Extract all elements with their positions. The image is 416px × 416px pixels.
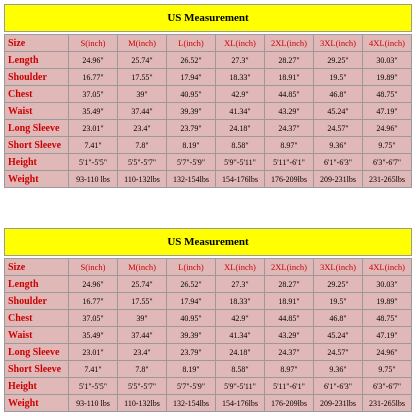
measurement-cell: 39" (118, 86, 167, 103)
measurement-cell: 37.44" (118, 103, 167, 120)
size-chart-table-2 (4, 228, 412, 412)
size-column-header: 3XL(inch) (314, 35, 363, 52)
row-label: Shoulder (5, 293, 69, 310)
measurement-cell: 41.34" (216, 103, 265, 120)
measurement-cell: 5'5"-5'7" (118, 154, 167, 171)
measurement-cell: 24.57" (314, 120, 363, 137)
measurement-cell: 18.33" (216, 69, 265, 86)
size-column-header: M(inch) (118, 259, 167, 276)
row-label: Short Sleeve (5, 137, 69, 154)
measurement-cell: 16.77" (69, 69, 118, 86)
measurement-cell: 6'3"-6'7" (363, 378, 412, 395)
measurement-cell: 37.44" (118, 327, 167, 344)
size-column-header: 2XL(inch) (265, 259, 314, 276)
measurement-cell: 26.52" (167, 276, 216, 293)
table-row (5, 86, 412, 103)
measurement-cell: 45.24" (314, 327, 363, 344)
measurement-cell: 5'11"-6'1" (265, 154, 314, 171)
measurement-cell: 176-209lbs (265, 171, 314, 188)
size-column-header: XL(inch) (216, 259, 265, 276)
measurement-cell: 231-265lbs (363, 395, 412, 412)
row-label: Long Sleeve (5, 344, 69, 361)
measurement-cell: 16.77" (69, 293, 118, 310)
measurement-cell: 19.89" (363, 293, 412, 310)
measurement-cell: 39.39" (167, 327, 216, 344)
table-row (5, 327, 412, 344)
table-row (5, 103, 412, 120)
measurement-cell: 8.58" (216, 137, 265, 154)
size-column-header: M(inch) (118, 35, 167, 52)
measurement-cell: 46.8" (314, 86, 363, 103)
measurement-cell: 23.01" (69, 344, 118, 361)
measurement-cell: 176-209lbs (265, 395, 314, 412)
size-header: Size (5, 259, 69, 276)
measurement-cell: 17.94" (167, 69, 216, 86)
measurement-cell: 24.96" (363, 120, 412, 137)
measurement-cell: 110-132lbs (118, 171, 167, 188)
size-column-header: S(inch) (69, 259, 118, 276)
size-column-header: L(inch) (167, 259, 216, 276)
measurement-cell: 7.8" (118, 137, 167, 154)
measurement-cell: 231-265lbs (363, 171, 412, 188)
title-row (5, 229, 412, 256)
measurement-cell: 39" (118, 310, 167, 327)
row-label: Weight (5, 171, 69, 188)
title-row (5, 5, 412, 32)
size-header: Size (5, 35, 69, 52)
row-label: Height (5, 378, 69, 395)
measurement-cell: 26.52" (167, 52, 216, 69)
table-title: US Measurement (5, 229, 412, 256)
measurement-cell: 42.9" (216, 86, 265, 103)
measurement-cell: 7.8" (118, 361, 167, 378)
measurement-cell: 24.57" (314, 344, 363, 361)
measurement-cell: 17.94" (167, 293, 216, 310)
measurement-cell: 35.49" (69, 327, 118, 344)
measurement-cell: 5'1"-5'5" (69, 378, 118, 395)
measurement-cell: 23.79" (167, 344, 216, 361)
row-label: Weight (5, 395, 69, 412)
measurement-cell: 37.05" (69, 86, 118, 103)
measurement-cell: 7.41" (69, 137, 118, 154)
measurement-cell: 29.25" (314, 52, 363, 69)
row-label: Length (5, 52, 69, 69)
row-label: Short Sleeve (5, 361, 69, 378)
measurement-cell: 23.01" (69, 120, 118, 137)
measurement-cell: 28.27" (265, 276, 314, 293)
measurement-cell: 8.97" (265, 137, 314, 154)
row-label: Waist (5, 327, 69, 344)
size-column-header: S(inch) (69, 35, 118, 52)
measurement-cell: 6'1"-6'3" (314, 378, 363, 395)
measurement-cell: 6'1"-6'3" (314, 154, 363, 171)
table-row (5, 120, 412, 137)
measurement-cell: 41.34" (216, 327, 265, 344)
measurement-cell: 47.19" (363, 103, 412, 120)
measurement-cell: 18.91" (265, 293, 314, 310)
measurement-cell: 19.5" (314, 69, 363, 86)
measurement-cell: 44.85" (265, 310, 314, 327)
measurement-cell: 9.36" (314, 361, 363, 378)
measurement-cell: 209-231lbs (314, 395, 363, 412)
measurement-cell: 25.74" (118, 276, 167, 293)
table-row (5, 137, 412, 154)
table-row (5, 154, 412, 171)
measurement-cell: 132-154lbs (167, 395, 216, 412)
measurement-cell: 44.85" (265, 86, 314, 103)
measurement-cell: 5'9"-5'11" (216, 378, 265, 395)
measurement-cell: 5'9"-5'11" (216, 154, 265, 171)
measurement-cell: 40.95" (167, 86, 216, 103)
table-row (5, 361, 412, 378)
measurement-cell: 5'5"-5'7" (118, 378, 167, 395)
measurement-cell: 110-132lbs (118, 395, 167, 412)
measurement-cell: 29.25" (314, 276, 363, 293)
measurement-cell: 25.74" (118, 52, 167, 69)
measurement-cell: 24.96" (69, 276, 118, 293)
measurement-cell: 5'7"-5'9" (167, 154, 216, 171)
measurement-cell: 24.18" (216, 120, 265, 137)
measurement-cell: 154-176lbs (216, 395, 265, 412)
measurement-cell: 48.75" (363, 86, 412, 103)
measurement-cell: 93-110 lbs (69, 171, 118, 188)
size-chart-body-2 (5, 229, 412, 412)
measurement-cell: 24.37" (265, 120, 314, 137)
row-label: Chest (5, 86, 69, 103)
measurement-cell: 47.19" (363, 327, 412, 344)
table-row (5, 171, 412, 188)
table-row (5, 52, 412, 69)
row-label: Chest (5, 310, 69, 327)
measurement-cell: 19.5" (314, 293, 363, 310)
table-title: US Measurement (5, 5, 412, 32)
row-label: Shoulder (5, 69, 69, 86)
measurement-cell: 8.58" (216, 361, 265, 378)
measurement-cell: 9.36" (314, 137, 363, 154)
measurement-cell: 24.37" (265, 344, 314, 361)
row-label: Length (5, 276, 69, 293)
measurement-cell: 93-110 lbs (69, 395, 118, 412)
measurement-cell: 37.05" (69, 310, 118, 327)
measurement-cell: 209-231lbs (314, 171, 363, 188)
table-row (5, 344, 412, 361)
measurement-cell: 6'3"-6'7" (363, 154, 412, 171)
size-column-header: 4XL(inch) (363, 259, 412, 276)
measurement-cell: 48.75" (363, 310, 412, 327)
measurement-cell: 35.49" (69, 103, 118, 120)
measurement-cell: 42.9" (216, 310, 265, 327)
row-label: Long Sleeve (5, 120, 69, 137)
header-row (5, 259, 412, 276)
measurement-cell: 19.89" (363, 69, 412, 86)
measurement-cell: 30.03" (363, 276, 412, 293)
measurement-cell: 18.91" (265, 69, 314, 86)
header-row (5, 35, 412, 52)
table-row (5, 378, 412, 395)
measurement-cell: 23.79" (167, 120, 216, 137)
measurement-cell: 5'7"-5'9" (167, 378, 216, 395)
table-row (5, 395, 412, 412)
measurement-cell: 24.18" (216, 344, 265, 361)
row-label: Height (5, 154, 69, 171)
measurement-cell: 24.96" (69, 52, 118, 69)
size-column-header: XL(inch) (216, 35, 265, 52)
measurement-cell: 27.3" (216, 276, 265, 293)
measurement-cell: 28.27" (265, 52, 314, 69)
measurement-cell: 9.75" (363, 361, 412, 378)
table-row (5, 276, 412, 293)
size-chart-table-1 (4, 4, 412, 188)
measurement-cell: 9.75" (363, 137, 412, 154)
measurement-cell: 23.4" (118, 120, 167, 137)
measurement-cell: 40.95" (167, 310, 216, 327)
table-row (5, 310, 412, 327)
measurement-cell: 8.19" (167, 137, 216, 154)
measurement-cell: 132-154lbs (167, 171, 216, 188)
measurement-cell: 27.3" (216, 52, 265, 69)
measurement-cell: 45.24" (314, 103, 363, 120)
measurement-cell: 17.55" (118, 293, 167, 310)
table-row (5, 293, 412, 310)
measurement-cell: 17.55" (118, 69, 167, 86)
measurement-cell: 43.29" (265, 327, 314, 344)
size-column-header: 3XL(inch) (314, 259, 363, 276)
size-column-header: 4XL(inch) (363, 35, 412, 52)
measurement-cell: 8.19" (167, 361, 216, 378)
row-label: Waist (5, 103, 69, 120)
size-column-header: 2XL(inch) (265, 35, 314, 52)
measurement-cell: 154-176lbs (216, 171, 265, 188)
measurement-cell: 24.96" (363, 344, 412, 361)
measurement-cell: 23.4" (118, 344, 167, 361)
measurement-cell: 8.97" (265, 361, 314, 378)
measurement-cell: 5'11"-6'1" (265, 378, 314, 395)
table-row (5, 69, 412, 86)
measurement-cell: 18.33" (216, 293, 265, 310)
measurement-cell: 39.39" (167, 103, 216, 120)
measurement-cell: 30.03" (363, 52, 412, 69)
size-chart-body-1 (5, 5, 412, 188)
measurement-cell: 7.41" (69, 361, 118, 378)
measurement-cell: 46.8" (314, 310, 363, 327)
measurement-cell: 5'1"-5'5" (69, 154, 118, 171)
size-column-header: L(inch) (167, 35, 216, 52)
measurement-cell: 43.29" (265, 103, 314, 120)
